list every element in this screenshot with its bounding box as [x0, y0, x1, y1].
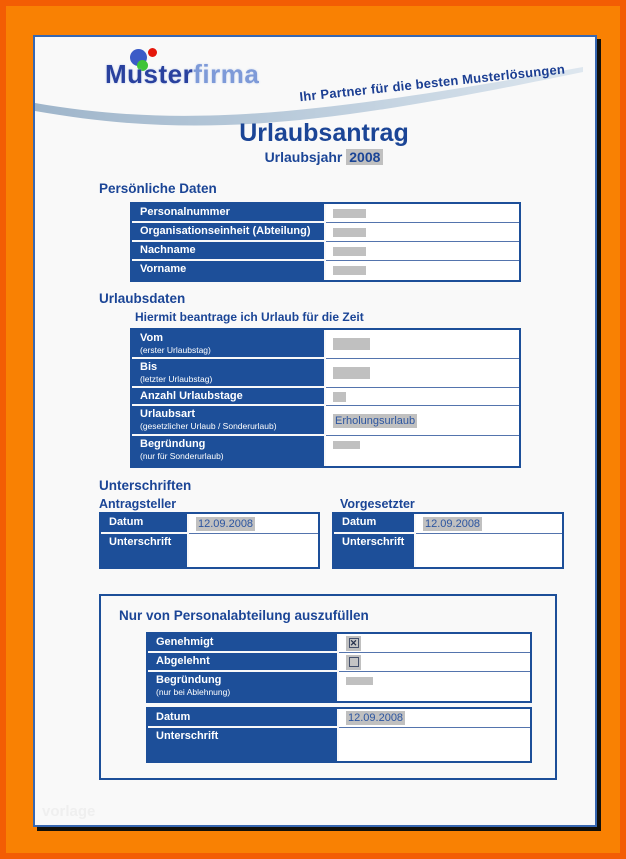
row-label-sub: (erster Urlaubstag) — [140, 345, 211, 355]
table-row — [334, 514, 562, 534]
input-placeholder-box[interactable] — [346, 677, 373, 685]
hr-reason-field[interactable] — [339, 672, 530, 701]
row-label-main: Urlaubsart — [140, 408, 196, 420]
hr-decision-table — [146, 632, 532, 703]
table-row — [132, 223, 519, 242]
row-label-main: Vom — [140, 332, 164, 344]
hr-date-signature-table — [146, 707, 532, 763]
form-page — [33, 35, 597, 827]
row-label-sub: (nur für Sonderurlaub) — [140, 451, 224, 461]
form-subtitle — [35, 149, 613, 165]
applicant-date-field[interactable] — [189, 514, 318, 534]
signatures-heading: Unterschriften — [99, 478, 192, 493]
applicant-signature-table — [99, 512, 320, 569]
row-label: Personalnummer — [132, 204, 326, 223]
row-label: Abgelehnt — [148, 653, 339, 672]
input-placeholder-box[interactable] — [333, 367, 370, 379]
begruendung-field[interactable] — [326, 436, 519, 466]
row-label: Datum — [101, 514, 189, 534]
company-tagline: Ihr Partner für die besten Musterlösungen — [298, 61, 566, 105]
table-row — [101, 534, 318, 567]
applicant-title: Antragsteller — [99, 497, 177, 511]
row-label — [132, 406, 326, 436]
table-row — [132, 242, 519, 261]
urlaubsart-field[interactable] — [326, 406, 519, 436]
rejected-cell — [339, 653, 530, 672]
row-label: Datum — [334, 514, 416, 534]
hr-date-field[interactable] — [339, 709, 530, 728]
urlaubsart-value[interactable]: Erholungsurlaub — [335, 414, 416, 427]
row-label: Vorname — [132, 261, 326, 280]
supervisor-date-value[interactable]: 12.09.2008 — [425, 517, 481, 530]
row-label: Nachname — [132, 242, 326, 261]
logo-text-part1: Muster — [105, 59, 194, 89]
approved-checkbox[interactable] — [346, 636, 361, 651]
row-label: Unterschrift — [148, 728, 339, 761]
supervisor-signature-table — [332, 512, 564, 569]
table-row — [132, 261, 519, 280]
row-label — [132, 330, 326, 359]
hr-date-value[interactable]: 12.09.2008 — [348, 712, 404, 724]
row-label-sub: (gesetzlicher Urlaub / Sonderurlaub) — [140, 421, 277, 431]
input-placeholder-box[interactable] — [333, 247, 366, 256]
table-row — [132, 388, 519, 406]
vacation-data-table — [130, 328, 521, 468]
input-placeholder-box[interactable] — [333, 392, 346, 402]
table-row — [101, 514, 318, 534]
row-label-sub: (nur bei Ablehnung) — [156, 687, 231, 697]
row-label — [148, 672, 339, 701]
hr-signature-field[interactable] — [339, 728, 530, 761]
row-label: Anzahl Urlaubstage — [132, 388, 326, 406]
row-label — [132, 436, 326, 466]
personal-data-heading: Persönliche Daten — [99, 181, 217, 196]
table-row — [132, 330, 519, 359]
table-row — [148, 634, 530, 653]
row-label-main: Begründung — [140, 438, 206, 450]
row-label: Genehmigt — [148, 634, 339, 653]
hr-box-title: Nur von Personalabteilung auszufüllen — [119, 608, 369, 623]
row-label-sub: (letzter Urlaubstag) — [140, 374, 213, 384]
input-placeholder-box[interactable] — [333, 228, 366, 237]
vom-field[interactable] — [326, 330, 519, 359]
personal-data-table — [130, 202, 521, 282]
table-row — [148, 672, 530, 701]
subtitle-label: Urlaubsjahr — [264, 149, 343, 165]
company-logo — [105, 59, 259, 90]
rejected-checkbox-mark — [349, 657, 359, 667]
row-label: Organisationseinheit (Abteilung) — [132, 223, 326, 242]
table-row — [148, 709, 530, 728]
row-label: Datum — [148, 709, 339, 728]
supervisor-signature-field[interactable] — [416, 534, 562, 567]
table-row — [148, 728, 530, 761]
approved-checkbox-mark: ✕ — [349, 637, 358, 648]
logo-dot-red — [148, 48, 157, 57]
table-row — [132, 204, 519, 223]
table-row — [132, 436, 519, 466]
input-placeholder-box[interactable] — [333, 209, 366, 218]
supervisor-title: Vorgesetzter — [340, 497, 415, 511]
hr-only-box — [99, 594, 557, 780]
applicant-signature-field[interactable] — [189, 534, 318, 567]
row-label: Unterschrift — [334, 534, 416, 567]
input-placeholder-box[interactable] — [333, 338, 370, 350]
anzahl-urlaubstage-field[interactable] — [326, 388, 519, 406]
input-placeholder-box[interactable] — [333, 266, 366, 275]
nachname-field[interactable] — [326, 242, 519, 261]
table-row — [132, 406, 519, 436]
bis-field[interactable] — [326, 359, 519, 388]
row-label-main: Begründung — [156, 674, 222, 686]
abteilung-field[interactable] — [326, 223, 519, 242]
vacation-year-field[interactable]: 2008 — [346, 149, 383, 165]
vacation-intro-text: Hiermit beantrage ich Urlaub für die Zeit — [135, 310, 364, 324]
row-label — [132, 359, 326, 388]
vacation-data-heading: Urlaubsdaten — [99, 291, 186, 306]
table-row — [148, 653, 530, 672]
rejected-checkbox[interactable] — [346, 655, 361, 670]
logo-text-part2: firma — [193, 59, 260, 89]
form-title: Urlaubsantrag — [239, 119, 409, 147]
watermark-text: vorlage — [42, 803, 96, 820]
approved-cell — [339, 634, 530, 653]
applicant-date-value[interactable]: 12.09.2008 — [198, 517, 254, 530]
vorname-field[interactable] — [326, 261, 519, 280]
supervisor-date-field[interactable] — [416, 514, 562, 534]
table-row — [334, 534, 562, 567]
row-label: Unterschrift — [101, 534, 189, 567]
input-placeholder-box[interactable] — [333, 441, 360, 449]
personalnummer-field[interactable] — [326, 204, 519, 223]
row-label-main: Bis — [140, 361, 158, 373]
table-row — [132, 359, 519, 388]
